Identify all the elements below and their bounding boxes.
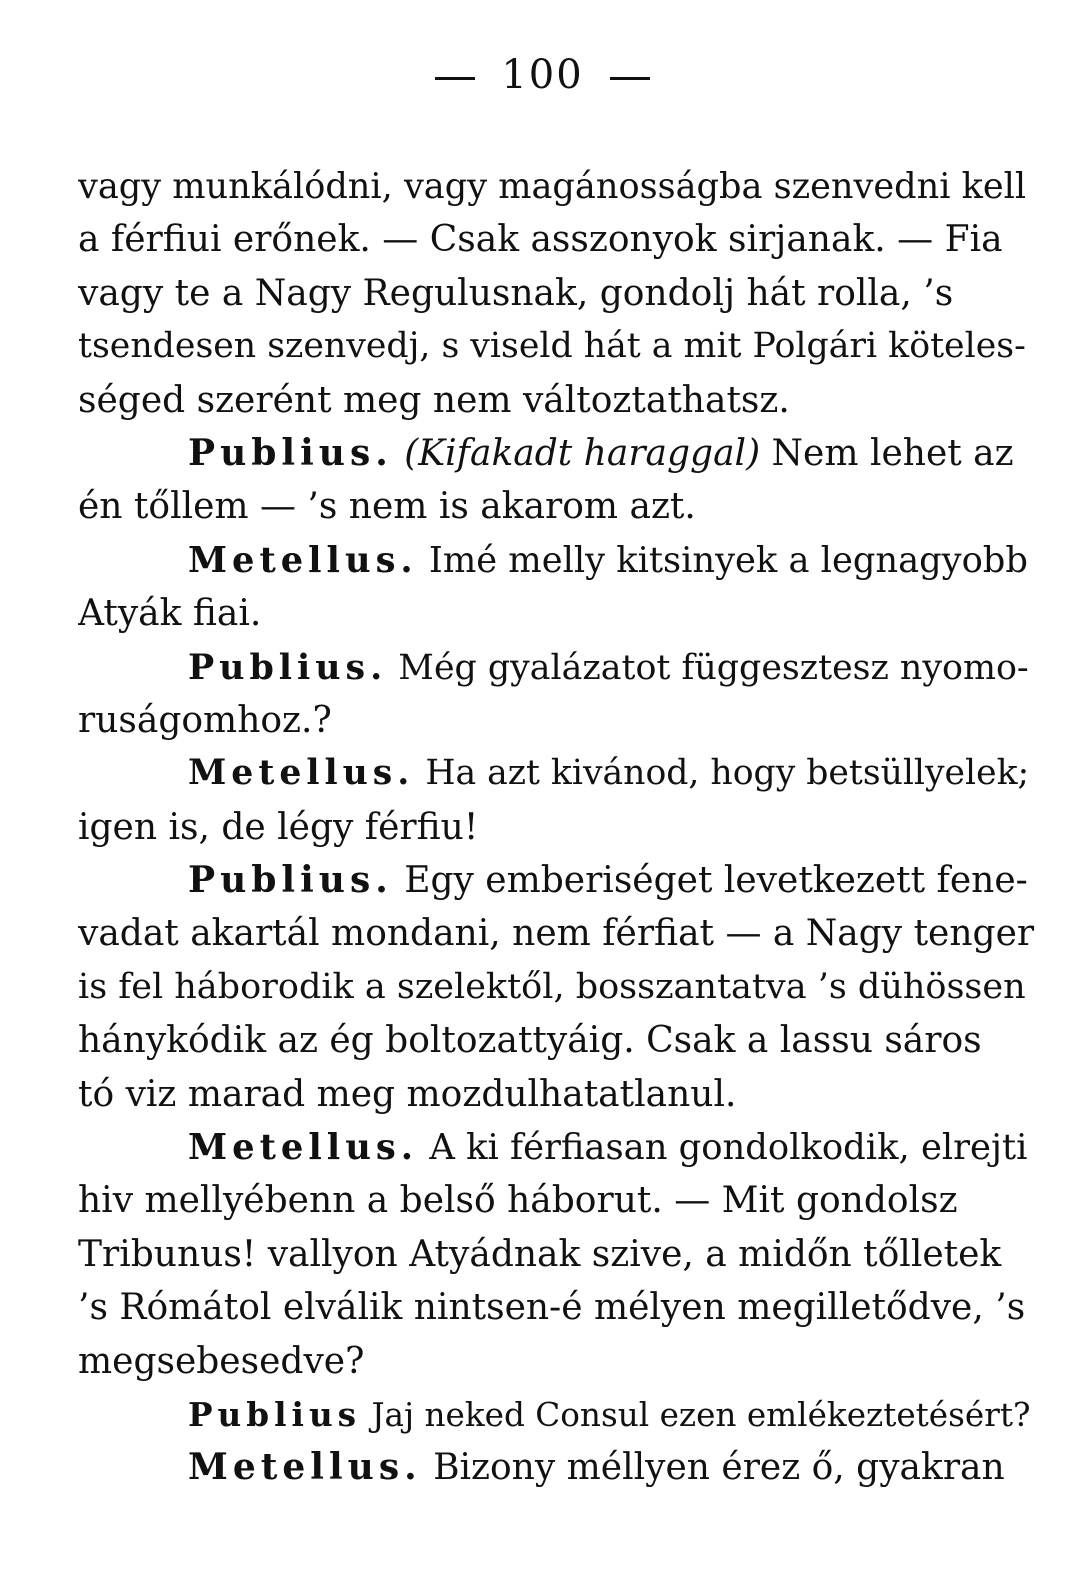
speaker-name: Publius (188, 1394, 362, 1434)
text-line-12: Metellus. Ha azt kivánod, hogy betsüllyelek; (188, 753, 1030, 794)
text-line-5: séged szerént meg nem változtathatsz. (78, 379, 790, 421)
speaker-name: Publius. (188, 431, 393, 474)
text-line-17: hánykódik az ég boltozattyáig. Csak a lassu sáros (78, 1020, 982, 1062)
speaker-name: Metellus. (188, 1127, 419, 1169)
text-line-21: Tribunus! vallyon Atyádnak szive, a midőn tőlletek (78, 1233, 1002, 1275)
text-line-13: igen is, de légy férfiu! (78, 806, 479, 848)
text-line-11: ruságomhoz.? (78, 699, 332, 741)
speaker-name: Metellus. (188, 539, 418, 581)
page-number: 100 (501, 52, 584, 98)
text-line-1: vagy munkálódni, vagy magánosságba szenvedni kell (78, 166, 1027, 207)
text-line-4: tsendesen szenvedj, s viseld hát a mit Polgári köteles- (78, 326, 1026, 367)
text-line-19: Metellus. A ki férfiasan gondolkodik, elrejti (188, 1127, 1028, 1169)
text-line-18: tó viz marad meg mozdulhatatlanul. (78, 1073, 737, 1115)
header-dash-left (435, 77, 475, 80)
speaker-name: Publius. (188, 646, 388, 688)
text-line-25: Metellus. Bizony méllyen érez ő, gyakran (188, 1446, 1005, 1489)
text-line-2: a férfiui erőnek. — Csak asszonyok sirjanak. — Fia (78, 219, 1003, 261)
text-line-6: Publius. (Kifakadt haraggal) Nem lehet az (188, 431, 1014, 474)
text-line-8: Metellus. Imé melly kitsinyek a legnagyobb (188, 539, 1028, 581)
text-line-7: én tőllem — ’s nem is akarom azt. (78, 486, 696, 528)
page-body-text (78, 160, 1036, 1495)
text-line-20: hiv mellyébenn a belső háborut. — Mit gondolsz (78, 1180, 958, 1222)
text-line-9: Atyák fiai. (78, 593, 262, 635)
speaker-name: Metellus. (188, 1446, 422, 1489)
stage-direction: (Kifakadt haraggal) (404, 432, 761, 474)
speaker-name: Metellus. (188, 753, 415, 794)
text-line-10: Publius. Még gyalázatot függesztesz nyomo- (188, 646, 1029, 688)
text-line-23: megsebesedve? (78, 1340, 365, 1382)
speaker-name: Publius. (188, 859, 393, 902)
text-line-24: Publius Jaj neked Consul ezen emlékeztetésért? (188, 1394, 1031, 1434)
page-header (0, 50, 1085, 100)
text-line-16: is fel háborodik a szelektől, bosszantatva ’s dühössen (78, 966, 1026, 1007)
text-line-22: ’s Rómátol elválik nintsen-é mélyen megilletődve, ’s (78, 1287, 1026, 1329)
header-dash-right (610, 77, 650, 80)
text-line-15: vadat akartál mondani, nem férfiat — a Nagy tenger (78, 913, 1035, 955)
text-line-14: Publius. Egy emberiséget levetkezett fene- (188, 859, 1028, 902)
text-line-3: vagy te a Nagy Regulusnak, gondolj hát rolla, ’s (78, 272, 954, 314)
